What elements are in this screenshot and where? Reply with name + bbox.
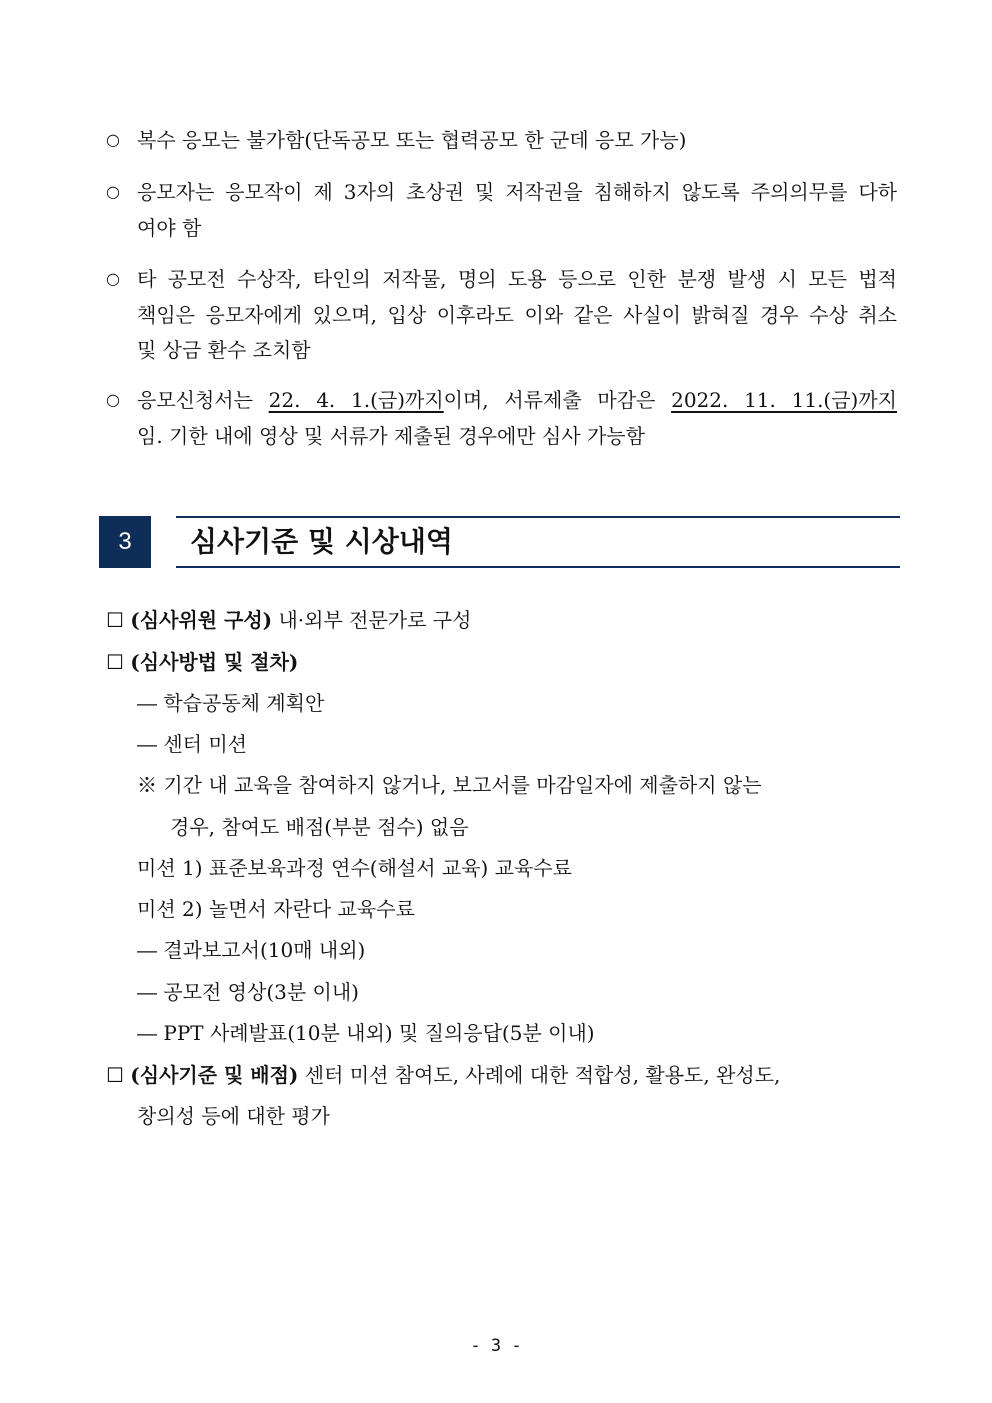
application-deadline: 22. 4. 1.(금)까지 [268,388,444,412]
bullet-4-middle: 이며, 서류제출 마감은 [443,388,672,412]
dash-marker: ― [137,691,157,715]
item-label: (심사기준 및 배점) [130,1063,299,1087]
dash-item [137,732,247,756]
mission-1: 미션 1) 표준보육과정 연수(해설서 교육) 교육수료 [137,856,572,880]
checkbox-icon: ☐ [106,650,124,674]
bullet-4-line-2: 임. 기한 내에 영상 및 서류가 제출된 경우에만 심사 가능함 [137,424,645,448]
page-number: - 3 - [470,1336,522,1356]
note-mark: ※ [137,773,157,797]
item-label: (심사방법 및 절차) [130,650,299,674]
dash-item-text: PPT 사례발표(10분 내외) 및 질의응답(5분 이내) [163,1021,595,1045]
section-rule-top [176,516,900,518]
bullet-marker: ○ [106,390,120,409]
bullet-4-prefix: 응모신청서는 [137,388,269,412]
note-line-1 [137,773,762,797]
item-label: (심사위원 구성) [130,608,273,632]
dash-marker: ― [137,938,157,962]
dash-marker: ― [137,732,157,756]
section-number-box: 3 [99,516,151,568]
item-text: 내·외부 전문가로 구성 [272,608,472,632]
bullet-marker: ○ [106,182,120,201]
item-review-committee [106,608,471,632]
bullet-4-line-1 [137,388,897,412]
dash-item-text: 공모전 영상(3분 이내) [163,980,359,1004]
dash-marker: ― [137,980,157,1004]
document-deadline: 2022. 11. 11.(금)까지 [671,388,897,412]
bullet-2-line-1: 응모자는 응모작이 제 3자의 초상권 및 저작권을 침해하지 않도록 주의의무를 다하 [137,180,897,204]
dash-item [137,980,359,1004]
dash-item-text: 결과보고서(10매 내외) [163,938,366,962]
checkbox-icon: ☐ [106,1063,124,1087]
bullet-3-line-2: 책임은 응모자에게 있으며, 입상 이후라도 이와 같은 사실이 밝혀질 경우 수상 취소 [137,303,897,327]
section-title: 심사기준 및 시상내역 [190,525,453,558]
dash-item [137,938,365,962]
item-review-criteria-line-2: 창의성 등에 대한 평가 [137,1104,330,1128]
dash-item-text: 센터 미션 [163,732,247,756]
section-rule-bottom [176,566,900,568]
dash-item-text: 학습공동체 계획안 [163,691,325,715]
note-text: 기간 내 교육을 참여하지 않거나, 보고서를 마감일자에 제출하지 않는 [163,773,762,797]
dash-item [137,1021,595,1045]
mission-2: 미션 2) 놀면서 자란다 교육수료 [137,897,415,921]
dash-item [137,691,324,715]
bullet-3-line-1: 타 공모전 수상작, 타인의 저작물, 명의 도용 등으로 인한 분쟁 발생 시 모든 법적 [137,267,897,291]
dash-marker: ― [137,1021,157,1045]
item-text: 센터 미션 참여도, 사례에 대한 적합성, 활용도, 완성도, [298,1063,781,1087]
bullet-1-line-1: 복수 응모는 불가함(단독공모 또는 협력공모 한 군데 응모 가능) [137,128,687,152]
bullet-marker: ○ [106,130,120,149]
checkbox-icon: ☐ [106,608,124,632]
note-line-2: 경우, 참여도 배점(부분 점수) 없음 [170,815,469,839]
bullet-marker: ○ [106,269,120,288]
item-review-method [106,650,298,674]
bullet-3-line-3: 및 상금 환수 조치함 [137,338,311,362]
item-review-criteria [106,1063,780,1087]
bullet-2-line-2: 여야 함 [137,216,202,240]
